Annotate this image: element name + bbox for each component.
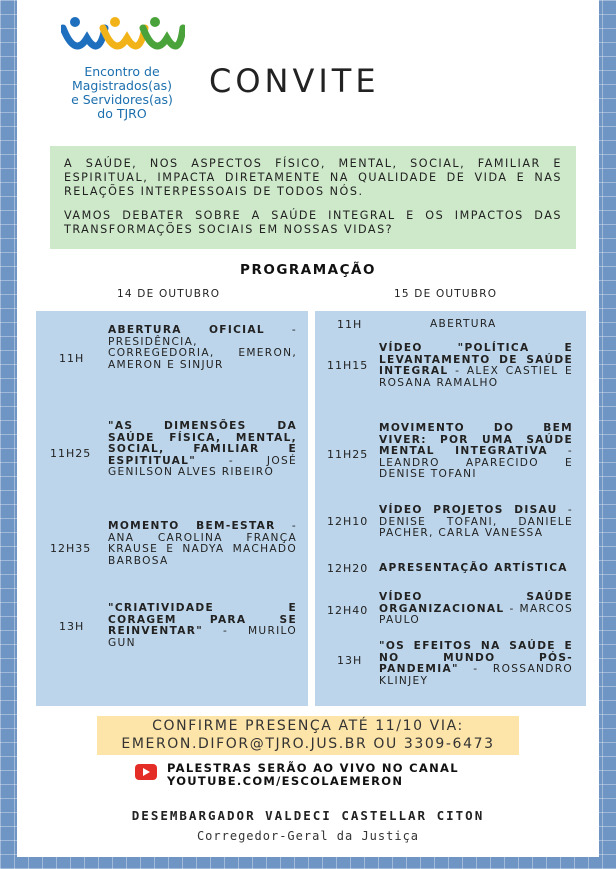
schedule-time: 11H25 [50,447,92,460]
invitation-sheet [17,0,599,857]
logo-line: do TJRO [97,106,147,121]
schedule-speakers: - MARCOS PAULO [379,602,573,626]
schedule-time: 13H [337,654,363,667]
schedule-description [108,603,297,649]
event-logo [57,14,197,121]
schedule-title: APRESENTAÇÃO ARTÍSTICA [379,562,568,574]
schedule-description [379,505,573,540]
schedule-speakers: - LEANDRO APARECIDO E DENISE TOFANI [379,445,574,480]
signer-name: DESEMBARGADOR VALDECI CASTELLAR CITON [131,808,485,823]
schedule-time: 11H15 [327,359,369,372]
intro-paragraph: VAMOS DEBATER SOBRE A SAÚDE INTEGRAL E OS IMPACTOS DAS TRANSFORMAÇÕES SOCIAIS EM NOSSAS VIDAS? [64,209,562,236]
schedule-time: 12H40 [327,604,369,617]
schedule-column-day1 [36,311,308,706]
schedule-speakers: - ANA CAROLINA FRANÇA KRAUSE E NADYA MACHADO BARBOSA [108,520,298,567]
schedule-description [379,563,573,575]
schedule-title: MOMENTO BEM-ESTAR [108,520,276,532]
schedule-speakers: - DENISE TOFANI, DANIELE PACHER, CARLA VANESSA [379,504,573,539]
logo-line: Magistrados(as) [71,78,173,93]
schedule-time: 12H20 [327,562,369,575]
schedule-time: 13H [59,620,85,633]
youtube-icon [135,764,157,780]
schedule-speakers: - MURILO GUN [108,625,297,649]
schedule-description [379,592,573,627]
schedule-column-day2 [315,311,586,706]
schedule-title: VÍDEO "POLÍTICA E LEVANTAMENTO DE SAÚDE INTEGRAL [379,342,573,377]
logo-line: Encontro de [84,64,160,79]
intro-box [50,146,576,249]
schedule-time: 12H35 [50,542,92,555]
intro-paragraph: A SAÚDE, NOS ASPECTOS FÍSICO, MENTAL, SOCIAL, FAMILIAR E ESPIRITUAL, IMPACTA DIRETAMENTE NA QUALIDADE DE VIDA E NAS RELAÇÕES INTERPESSOAIS DE TODOS NÓS. [64,157,562,198]
day-label: 15 DE OUTUBRO [394,288,498,300]
signer-role: Corregedor-Geral da Justiça [196,829,420,843]
rsvp-contact[interactable]: EMERON.DIFOR@TJRO.JUS.BR OU 3309-6473 [121,736,495,752]
schedule-description [108,421,297,479]
schedule-description [379,423,573,481]
schedule-description [430,319,570,331]
schedule-time: 11H [59,352,85,365]
day-label: 14 DE OUTUBRO [117,288,221,300]
schedule-time: 11H [337,318,363,331]
people-logo-icon [61,14,185,62]
schedule-title: ABERTURA OFICIAL [108,324,265,336]
schedule-title: VÍDEO SAÚDE ORGANIZACIONAL [379,591,573,615]
logo-line: e Servidores(as) [71,92,173,107]
schedule-time: 11H25 [327,448,369,461]
schedule-speakers: - JOSÉ GENILSON ALVES RIBEIRO [108,454,297,478]
schedule-title: "AS DIMENSÕES DA SAÚDE FÍSICA, MENTAL, SOCIAL, FAMILIAR E ESPITITUAL" [108,420,297,467]
schedule-title: VÍDEO PROJETOS DISAU [379,504,558,516]
schedule-speakers: - ALEX CASTIEL E ROSANA RAMALHO [379,365,573,389]
schedule-speakers: ABERTURA [430,318,497,330]
schedule-description [108,325,297,371]
schedule-title: "OS EFEITOS NA SAÚDE E NO MUNDO PÓS-PANDEMIA" [379,640,573,675]
schedule-description [108,521,297,567]
schedule-description [379,343,573,389]
livestream-info [167,762,459,788]
schedule-speakers: - PRESIDÊNCIA, CORREGEDORIA, EMERON, AMERON E SINJUR [108,324,298,371]
livestream-channel-link[interactable]: YOUTUBE.COM/ESCOLAEMERON [167,774,404,788]
schedule-speakers: - ROSSANDRO KLINJEY [379,663,573,687]
schedule-description [379,641,573,687]
schedule-time: 12H10 [327,515,369,528]
schedule-title: MOVIMENTO DO BEM VIVER: POR UMA SAÚDE MENTAL INTEGRATIVA [379,422,573,457]
schedule-title: "CRIATIVIDADE E CORAGEM PARA SE REINVENTAR" [108,602,297,637]
rsvp-line: CONFIRME PRESENÇA ATÉ 11/10 VIA: [152,718,464,734]
livestream-line: PALESTRAS SERÃO AO VIVO NO CANAL [167,761,459,775]
programacao-heading: PROGRAMAÇÃO [240,262,376,278]
rsvp-box [97,716,519,755]
page-title: CONVITE [209,62,380,100]
